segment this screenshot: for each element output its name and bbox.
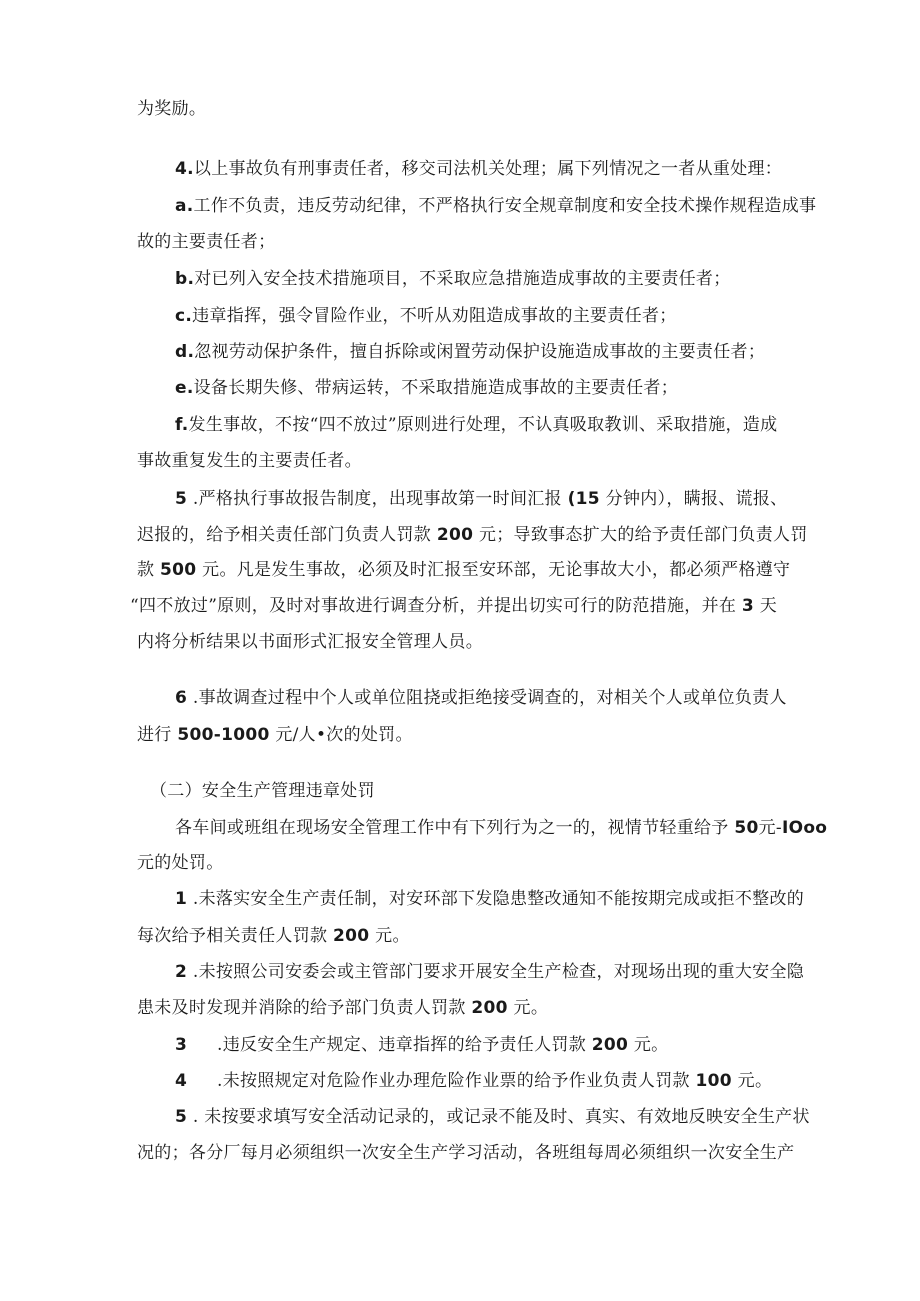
item-number: 4. xyxy=(175,159,194,179)
item-e xyxy=(175,377,678,399)
paragraph-4 xyxy=(175,158,782,180)
item-number: 5 xyxy=(175,1107,188,1127)
item-letter: f. xyxy=(175,415,189,435)
line-text: 元。 xyxy=(633,1035,669,1055)
line-text: 元的处罚。 xyxy=(137,853,224,873)
line-text: 元。 xyxy=(513,998,549,1018)
number-value: 50 xyxy=(734,818,759,838)
line-text: 违章指挥，强令冒险作业，不听从劝阻造成事故的主要责任者； xyxy=(192,306,677,326)
text-line xyxy=(130,595,777,617)
item-number: 6 xyxy=(175,688,188,708)
penalty-item-1 xyxy=(175,888,804,910)
item-number: 2 xyxy=(175,962,188,982)
text-line xyxy=(137,852,224,874)
text-line xyxy=(137,98,206,120)
number-value: 200 xyxy=(591,1035,629,1055)
text-line xyxy=(137,559,790,581)
line-text: 元/人•次的处罚。 xyxy=(275,725,413,745)
line-text: .未按照公司安委会或主管部门要求开展安全生产检查，对现场出现的重大安全隐 xyxy=(192,962,805,982)
line-text: .未落实安全生产责任制，对安环部下发隐患整改通知不能按期完成或拒不整改的 xyxy=(192,889,805,909)
item-number: 5 xyxy=(175,489,188,509)
line-text: 况的；各分厂每月必须组织一次安全生产学习活动，各班组每周必须组织一次安全生产 xyxy=(137,1143,795,1163)
number-value: 200 xyxy=(436,525,474,545)
item-number: 4 xyxy=(175,1071,188,1091)
line-text: 事故重复发生的主要责任者。 xyxy=(137,451,362,471)
item-letter: d. xyxy=(175,342,195,362)
line-text: 忽视劳动保护条件，擅自拆除或闲置劳动保护设施造成事故的主要责任者； xyxy=(194,342,766,362)
line-text: 内将分析结果以书面形式汇报安全管理人员。 xyxy=(137,632,483,652)
line-text: 工作不负责，违反劳动纪律，不严格执行安全规章制度和安全技术操作规程造成事 xyxy=(193,196,817,216)
item-letter: c. xyxy=(175,306,193,326)
penalty-item-4 xyxy=(175,1070,772,1092)
line-text: 元。凡是发生事故，必须及时汇报至安环部，无论事故大小，都必须严格遵守 xyxy=(202,560,791,580)
item-c xyxy=(175,305,677,327)
number-value: 200 xyxy=(471,998,508,1018)
text-line xyxy=(137,997,548,1019)
line-text: 设备长期失修、带病运转，不采取措施造成事故的主要责任者； xyxy=(193,378,678,398)
text-line xyxy=(137,450,362,472)
line-text: .事故调查过程中个人或单位阻挠或拒绝接受调查的，对相关个人或单位负责人 xyxy=(192,688,787,708)
line-text: 以上事故负有刑事责任者，移交司法机关处理；属下列情况之一者从重处理： xyxy=(193,159,783,179)
line-text: 元。 xyxy=(737,1071,773,1091)
paragraph-6 xyxy=(175,687,787,709)
line-text: 元；导致事态扩大的给予责任部门负责人罚 xyxy=(478,525,808,545)
line-text: .未按照规定对危险作业办理危险作业票的给予作业负责人罚款 xyxy=(217,1071,690,1091)
number-value: 500 xyxy=(160,560,197,580)
item-b xyxy=(175,268,731,290)
item-d xyxy=(175,341,765,363)
line-text: .严格执行事故报告制度，出现事故第一时间汇报 xyxy=(192,489,562,509)
line-text: 为奖励。 xyxy=(137,99,207,119)
line-text: 进行 xyxy=(137,725,172,745)
line-text: 元。 xyxy=(375,926,410,946)
text-line xyxy=(137,724,413,746)
number-value: IOoo xyxy=(781,818,828,838)
line-text: “四不放过”原则，及时对事故进行调查分析，并提出切实可行的防范措施，并在 xyxy=(130,596,737,616)
line-text: 天 xyxy=(759,596,778,616)
line-text: 患未及时发现并消除的给予部门负责人罚款 xyxy=(137,998,466,1018)
line-text: 每次给予相关责任人罚款 xyxy=(137,926,328,946)
line-text: 迟报的，给予相关责任部门负责人罚款 xyxy=(137,525,432,545)
item-a xyxy=(175,195,816,217)
text-line xyxy=(137,925,410,947)
item-letter: a. xyxy=(175,196,194,216)
penalty-item-5 xyxy=(175,1106,810,1128)
line-text: 款 xyxy=(137,560,155,580)
item-number: 3 xyxy=(175,1035,188,1055)
line-text: 对已列入安全技术措施项目，不采取应急措施造成事故的主要责任者； xyxy=(194,269,731,289)
number-value: 100 xyxy=(695,1071,732,1091)
section-title: （二）安全生产管理违章处罚 xyxy=(150,781,375,801)
line-text: 分钟内），瞒报、谎报、 xyxy=(605,489,788,509)
item-number: 1 xyxy=(175,889,188,909)
text-line xyxy=(175,817,827,839)
item-f xyxy=(175,414,777,436)
number-value: 500-1000 xyxy=(177,725,270,745)
number-value: 3 xyxy=(741,596,755,616)
item-letter: e. xyxy=(175,378,194,398)
line-text: 元- xyxy=(758,818,782,838)
item-letter: b. xyxy=(175,269,195,289)
text-line xyxy=(137,1142,794,1164)
line-text: . 未按要求填写安全活动记录的，或记录不能及时、真实、有效地反映安全生产状 xyxy=(192,1107,810,1127)
penalty-item-2 xyxy=(175,961,804,983)
line-text: 故的主要责任者； xyxy=(137,232,276,252)
text-line xyxy=(137,631,483,653)
line-text: 各车间或班组在现场安全管理工作中有下列行为之一的，视情节轻重给予 xyxy=(175,818,729,838)
paragraph-5 xyxy=(175,488,787,510)
number-value: (15 xyxy=(567,489,600,509)
number-value: 200 xyxy=(333,926,370,946)
section-heading xyxy=(150,780,375,802)
text-line xyxy=(137,524,808,546)
text-line xyxy=(137,231,275,253)
line-text: .违反安全生产规定、违章指挥的给予责任人罚款 xyxy=(217,1035,587,1055)
penalty-item-3 xyxy=(175,1034,668,1056)
line-text: 发生事故，不按“四不放过”原则进行处理，不认真吸取教训、采取措施，造成 xyxy=(188,415,778,435)
